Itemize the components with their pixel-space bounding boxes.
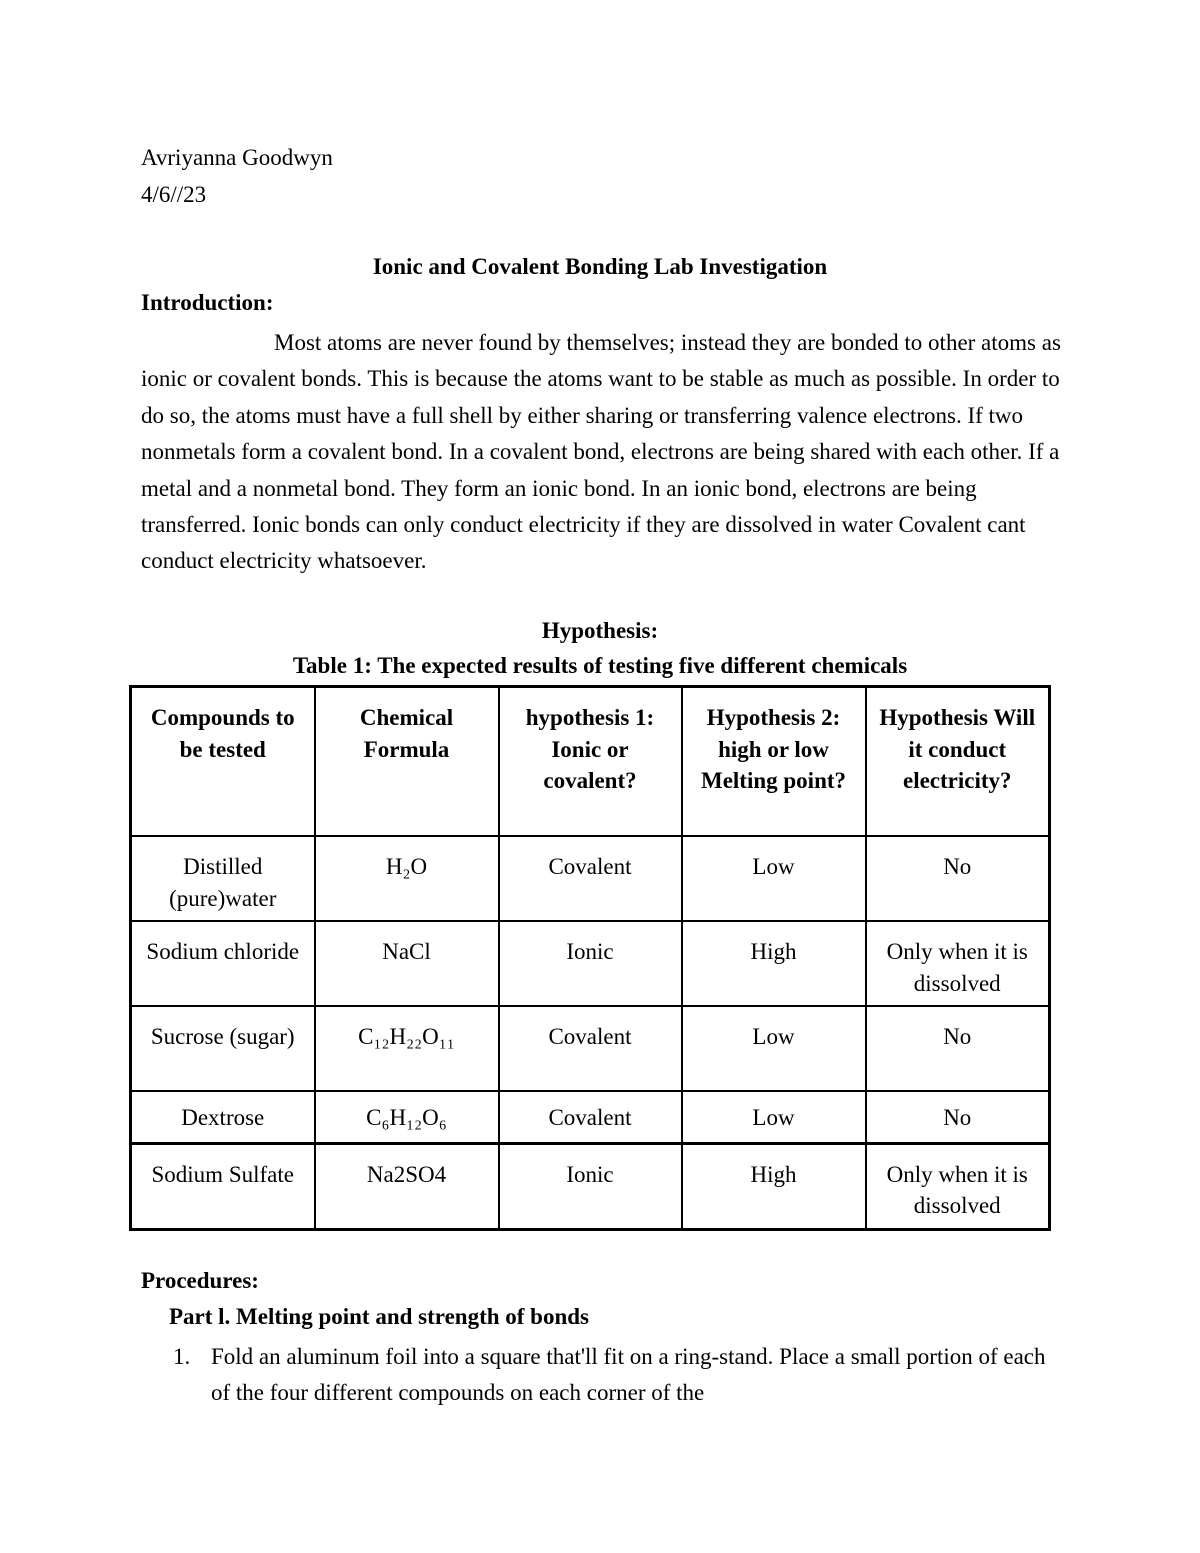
column-header: Chemical Formula [315,687,499,837]
conduct-cell: No [866,836,1050,921]
formula-cell: H₂O [315,836,499,921]
conduct-cell: No [866,1006,1050,1091]
melting-cell: Low [682,1006,866,1091]
bond-cell: Covalent [499,836,682,921]
compound-cell: Dextrose [131,1091,315,1143]
formula-cell: NaCl [315,921,499,1006]
compound-cell: Sodium Sulfate [131,1143,315,1229]
column-header: hypothesis 1: Ionic or covalent? [499,687,682,837]
table-row [131,1143,1050,1229]
step-number: 1. [173,1344,191,1369]
introduction-text: Most atoms are never found by themselves; instead they are bonded to other atoms as ionic or covalent bonds. This is because the atoms want to be stable as much as possible. In order to do so, the atoms must have a full shell by either sharing or transferring valence electrons. If two nonmetals form a covalent bond. In a covalent bond, electrons are being shared with each other. If a metal and a nonmetal bond. They form an ionic bond. In an ionic bond, electrons are being transferred. Ionic bonds can only conduct electricity if they are dissolved in water Covalent cant conduct electricity whatsoever. [141,330,1061,574]
conduct-cell: No [866,1091,1050,1143]
bond-cell: Ionic [499,1143,682,1229]
bond-cell: Covalent [499,1091,682,1143]
introduction-heading: Introduction: [141,290,274,315]
compound-cell: Sucrose (sugar) [131,1006,315,1091]
hypothesis-table [129,685,1051,1231]
table-row [131,921,1050,1006]
melting-cell: High [682,921,866,1006]
document-date: 4/6//23 [141,182,207,207]
table-row [131,1091,1050,1143]
step-text: Fold an aluminum foil into a square that'll fit on a ring-stand. Place a small portion of each of the four different compounds on each corner of the [211,1344,1046,1405]
procedures-heading: Procedures: [141,1268,259,1293]
bond-cell: Ionic [499,921,682,1006]
part1-heading: Part l. Melting point and strength of bonds [169,1304,590,1329]
table-row [131,1006,1050,1091]
conduct-cell: Only when it is dissolved [866,921,1050,1006]
table-caption: Table 1: The expected results of testing five different chemicals [292,653,908,678]
introduction-paragraph [141,325,1071,580]
column-header: Compounds to be tested [131,687,315,837]
table-row [131,836,1050,921]
melting-cell: Low [682,1091,866,1143]
bond-cell: Covalent [499,1006,682,1091]
hypothesis-heading: Hypothesis: [541,618,659,643]
formula-cell: Na2SO4 [315,1143,499,1229]
compound-cell: Distilled (pure)water [131,836,315,921]
column-header: Hypothesis Will it conduct electricity? [866,687,1050,837]
formula-cell: C₆H₁₂O₆ [315,1091,499,1143]
document-title: Ionic and Covalent Bonding Lab Investigation [372,254,828,279]
melting-cell: High [682,1143,866,1229]
table-header-row [131,687,1050,837]
melting-cell: Low [682,836,866,921]
column-header: Hypothesis 2: high or low Melting point? [682,687,866,837]
author-name: Avriyanna Goodwyn [141,145,333,170]
formula-cell: C₁₂H₂₂O₁₁ [315,1006,499,1091]
compound-cell: Sodium chloride [131,921,315,1006]
conduct-cell: Only when it is dissolved [866,1143,1050,1229]
